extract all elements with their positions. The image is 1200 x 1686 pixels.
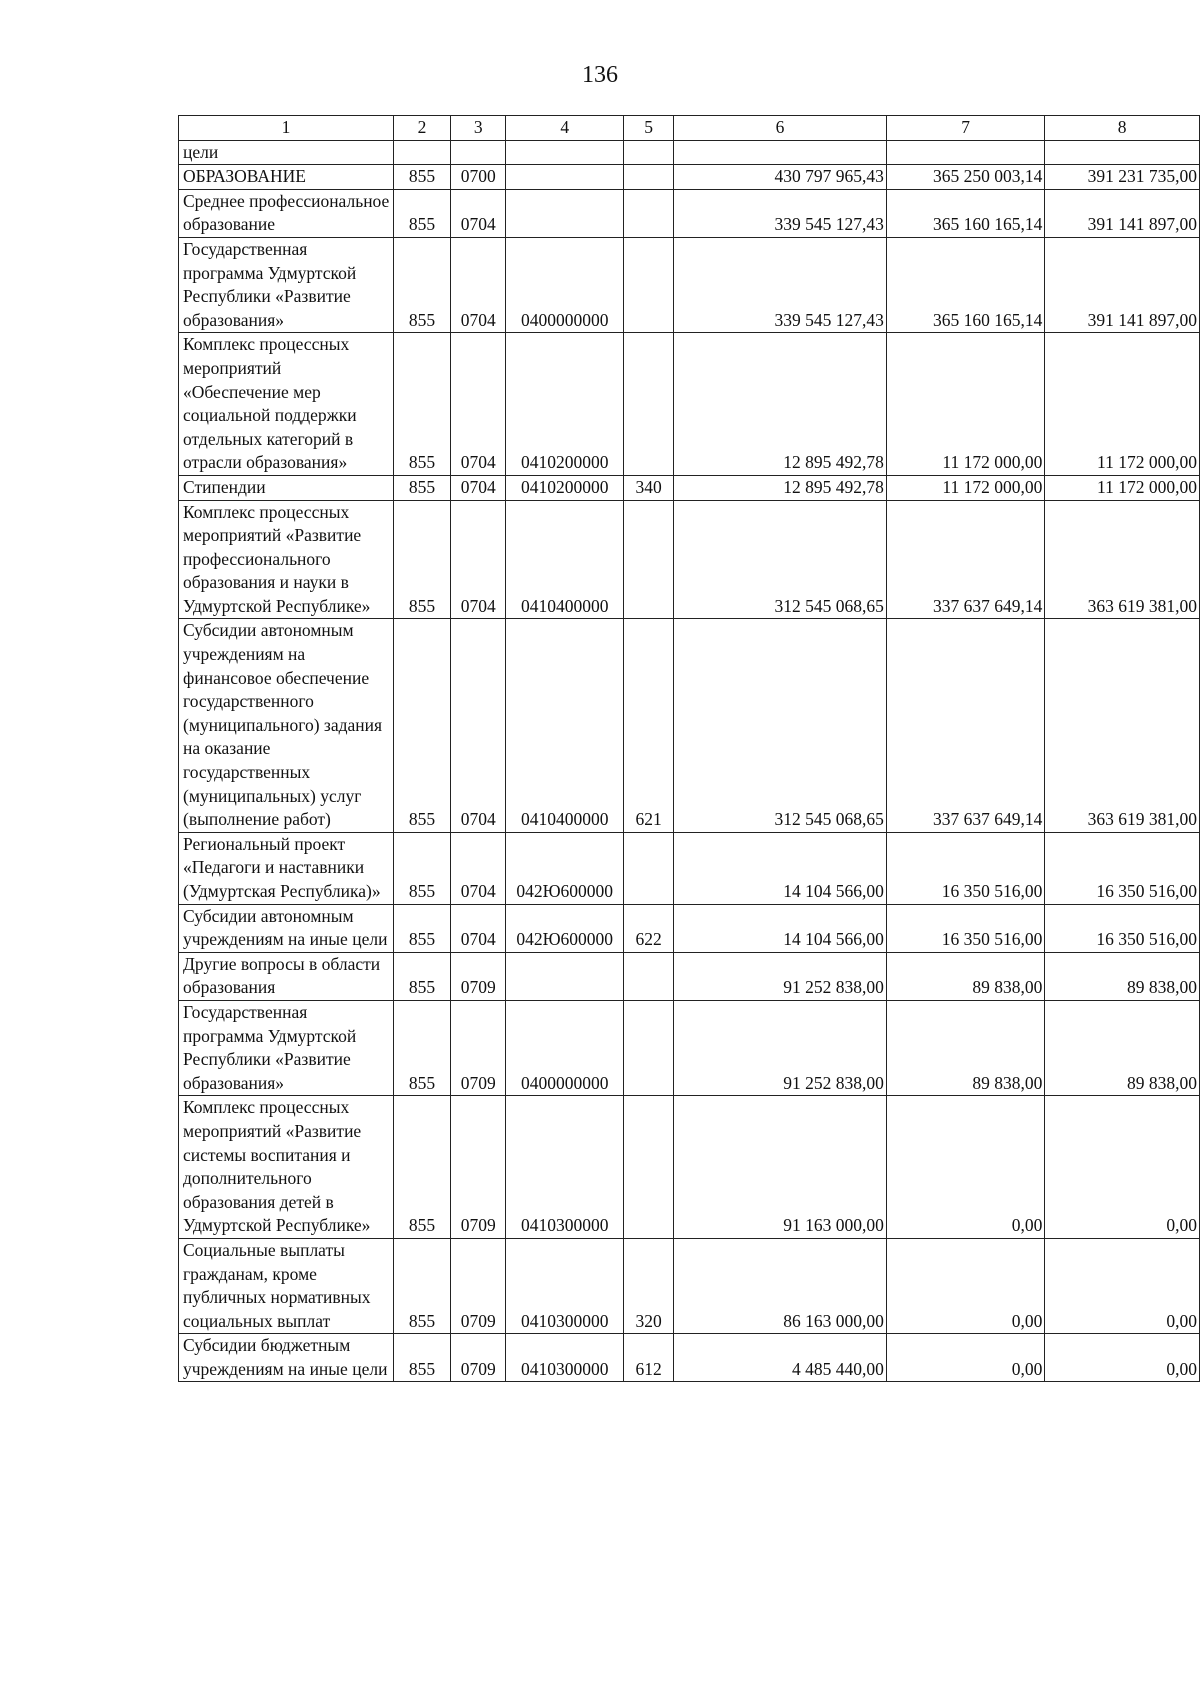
target-article-cell: 0410200000 <box>506 333 623 476</box>
amount-col7-cell: 337 637 649,14 <box>886 500 1044 619</box>
amount-col6-cell: 91 252 838,00 <box>674 952 887 1000</box>
section-code-cell: 0704 <box>451 619 506 832</box>
table-row <box>179 333 1200 476</box>
chapter-code-cell: 855 <box>393 333 450 476</box>
expense-type-cell <box>623 500 673 619</box>
amount-col6-cell: 14 104 566,00 <box>674 904 887 952</box>
amount-col8-cell <box>1045 140 1200 165</box>
table-header-row <box>179 116 1200 141</box>
section-code-cell: 0709 <box>451 1238 506 1333</box>
expense-type-cell <box>623 140 673 165</box>
table-row <box>179 189 1200 237</box>
target-article-cell: 0410200000 <box>506 475 623 500</box>
expense-type-cell <box>623 832 673 904</box>
amount-col6-cell: 4 485 440,00 <box>674 1334 887 1382</box>
row-name-cell: Субсидии бюджетным учреждениям на иные цели <box>179 1334 394 1382</box>
amount-col8-cell: 391 231 735,00 <box>1045 165 1200 190</box>
section-code-cell: 0704 <box>451 904 506 952</box>
header-cell: 5 <box>623 116 673 141</box>
header-cell: 6 <box>674 116 887 141</box>
amount-col6-cell: 91 163 000,00 <box>674 1096 887 1239</box>
section-code-cell: 0709 <box>451 1334 506 1382</box>
amount-col7-cell: 16 350 516,00 <box>886 832 1044 904</box>
section-code-cell <box>451 140 506 165</box>
row-name-cell: Другие вопросы в области образования <box>179 952 394 1000</box>
amount-col6-cell: 12 895 492,78 <box>674 475 887 500</box>
section-code-cell: 0704 <box>451 500 506 619</box>
amount-col8-cell: 16 350 516,00 <box>1045 832 1200 904</box>
expense-type-cell <box>623 165 673 190</box>
amount-col6-cell: 14 104 566,00 <box>674 832 887 904</box>
row-name-cell: Субсидии автономным учреждениям на иные цели <box>179 904 394 952</box>
row-name-cell: Государственная программа Удмуртской Республики «Развитие образования» <box>179 1000 394 1095</box>
amount-col7-cell: 365 160 165,14 <box>886 237 1044 332</box>
amount-col6-cell: 86 163 000,00 <box>674 1238 887 1333</box>
target-article-cell <box>506 140 623 165</box>
expense-type-cell <box>623 952 673 1000</box>
chapter-code-cell: 855 <box>393 832 450 904</box>
expense-type-cell: 621 <box>623 619 673 832</box>
chapter-code-cell: 855 <box>393 619 450 832</box>
table-row <box>179 475 1200 500</box>
expense-type-cell <box>623 189 673 237</box>
target-article-cell: 042Ю600000 <box>506 904 623 952</box>
chapter-code-cell: 855 <box>393 189 450 237</box>
amount-col8-cell: 89 838,00 <box>1045 1000 1200 1095</box>
amount-col7-cell: 365 160 165,14 <box>886 189 1044 237</box>
chapter-code-cell <box>393 140 450 165</box>
table-row <box>179 237 1200 332</box>
target-article-cell: 0410300000 <box>506 1238 623 1333</box>
amount-col8-cell: 89 838,00 <box>1045 952 1200 1000</box>
amount-col7-cell: 365 250 003,14 <box>886 165 1044 190</box>
amount-col8-cell: 0,00 <box>1045 1096 1200 1239</box>
expense-type-cell: 340 <box>623 475 673 500</box>
target-article-cell: 0410300000 <box>506 1096 623 1239</box>
table-row <box>179 1238 1200 1333</box>
amount-col8-cell: 391 141 897,00 <box>1045 237 1200 332</box>
row-name-cell: Комплекс процессных мероприятий «Обеспечение мер социальной поддержки отдельных категорий в отрасли образования» <box>179 333 394 476</box>
target-article-cell: 0410400000 <box>506 619 623 832</box>
expense-type-cell <box>623 237 673 332</box>
header-cell: 1 <box>179 116 394 141</box>
row-name-cell: Среднее профессиональное образование <box>179 189 394 237</box>
amount-col7-cell: 11 172 000,00 <box>886 333 1044 476</box>
amount-col7-cell: 0,00 <box>886 1238 1044 1333</box>
chapter-code-cell: 855 <box>393 165 450 190</box>
table-row <box>179 952 1200 1000</box>
amount-col6-cell: 339 545 127,43 <box>674 237 887 332</box>
row-name-cell: Государственная программа Удмуртской Республики «Развитие образования» <box>179 237 394 332</box>
chapter-code-cell: 855 <box>393 1000 450 1095</box>
header-cell: 3 <box>451 116 506 141</box>
target-article-cell: 0410400000 <box>506 500 623 619</box>
chapter-code-cell: 855 <box>393 475 450 500</box>
expense-type-cell <box>623 1000 673 1095</box>
amount-col6-cell: 430 797 965,43 <box>674 165 887 190</box>
target-article-cell: 0410300000 <box>506 1334 623 1382</box>
amount-col8-cell: 391 141 897,00 <box>1045 189 1200 237</box>
table-row <box>179 619 1200 832</box>
row-name-cell: ОБРАЗОВАНИЕ <box>179 165 394 190</box>
row-name-cell: Стипендии <box>179 475 394 500</box>
header-cell: 8 <box>1045 116 1200 141</box>
target-article-cell: 042Ю600000 <box>506 832 623 904</box>
chapter-code-cell: 855 <box>393 952 450 1000</box>
expense-type-cell: 622 <box>623 904 673 952</box>
table-row <box>179 832 1200 904</box>
page-number: 136 <box>582 62 618 88</box>
header-cell: 7 <box>886 116 1044 141</box>
target-article-cell: 0400000000 <box>506 1000 623 1095</box>
row-name-cell: Региональный проект «Педагоги и наставники (Удмуртская Республика)» <box>179 832 394 904</box>
amount-col7-cell: 0,00 <box>886 1096 1044 1239</box>
target-article-cell: 0400000000 <box>506 237 623 332</box>
amount-col8-cell: 11 172 000,00 <box>1045 475 1200 500</box>
amount-col7-cell <box>886 140 1044 165</box>
section-code-cell: 0709 <box>451 1096 506 1239</box>
section-code-cell: 0704 <box>451 475 506 500</box>
row-name-cell: цели <box>179 140 394 165</box>
target-article-cell <box>506 165 623 190</box>
chapter-code-cell: 855 <box>393 500 450 619</box>
amount-col8-cell: 363 619 381,00 <box>1045 619 1200 832</box>
target-article-cell <box>506 952 623 1000</box>
amount-col8-cell: 11 172 000,00 <box>1045 333 1200 476</box>
section-code-cell: 0704 <box>451 333 506 476</box>
amount-col7-cell: 11 172 000,00 <box>886 475 1044 500</box>
amount-col8-cell: 16 350 516,00 <box>1045 904 1200 952</box>
amount-col7-cell: 337 637 649,14 <box>886 619 1044 832</box>
amount-col6-cell: 312 545 068,65 <box>674 500 887 619</box>
chapter-code-cell: 855 <box>393 1238 450 1333</box>
section-code-cell: 0709 <box>451 1000 506 1095</box>
row-name-cell: Субсидии автономным учреждениям на финансовое обеспечение государственного (муниципального) задания на оказание государственных (муниципальных) услуг (выполнение работ) <box>179 619 394 832</box>
target-article-cell <box>506 189 623 237</box>
amount-col7-cell: 89 838,00 <box>886 1000 1044 1095</box>
row-name-cell: Комплекс процессных мероприятий «Развитие системы воспитания и дополнительного образования детей в Удмуртской Республике» <box>179 1096 394 1239</box>
amount-col8-cell: 363 619 381,00 <box>1045 500 1200 619</box>
header-cell: 4 <box>506 116 623 141</box>
expense-type-cell: 320 <box>623 1238 673 1333</box>
table-row <box>179 1334 1200 1382</box>
chapter-code-cell: 855 <box>393 904 450 952</box>
table-row <box>179 165 1200 190</box>
budget-table <box>178 115 1200 1382</box>
row-name-cell: Комплекс процессных мероприятий «Развитие профессионального образования и науки в Удмуртской Республике» <box>179 500 394 619</box>
expense-type-cell <box>623 1096 673 1239</box>
table-row <box>179 140 1200 165</box>
amount-col6-cell: 12 895 492,78 <box>674 333 887 476</box>
chapter-code-cell: 855 <box>393 237 450 332</box>
table-row <box>179 500 1200 619</box>
section-code-cell: 0704 <box>451 237 506 332</box>
amount-col7-cell: 89 838,00 <box>886 952 1044 1000</box>
amount-col7-cell: 16 350 516,00 <box>886 904 1044 952</box>
expense-type-cell: 612 <box>623 1334 673 1382</box>
table-row <box>179 1000 1200 1095</box>
header-cell: 2 <box>393 116 450 141</box>
table-row <box>179 904 1200 952</box>
chapter-code-cell: 855 <box>393 1096 450 1239</box>
chapter-code-cell: 855 <box>393 1334 450 1382</box>
amount-col8-cell: 0,00 <box>1045 1238 1200 1333</box>
amount-col6-cell: 91 252 838,00 <box>674 1000 887 1095</box>
amount-col6-cell <box>674 140 887 165</box>
amount-col6-cell: 339 545 127,43 <box>674 189 887 237</box>
amount-col8-cell: 0,00 <box>1045 1334 1200 1382</box>
section-code-cell: 0700 <box>451 165 506 190</box>
table-row <box>179 1096 1200 1239</box>
amount-col6-cell: 312 545 068,65 <box>674 619 887 832</box>
section-code-cell: 0704 <box>451 189 506 237</box>
amount-col7-cell: 0,00 <box>886 1334 1044 1382</box>
row-name-cell: Социальные выплаты гражданам, кроме публичных нормативных социальных выплат <box>179 1238 394 1333</box>
section-code-cell: 0704 <box>451 832 506 904</box>
expense-type-cell <box>623 333 673 476</box>
section-code-cell: 0709 <box>451 952 506 1000</box>
